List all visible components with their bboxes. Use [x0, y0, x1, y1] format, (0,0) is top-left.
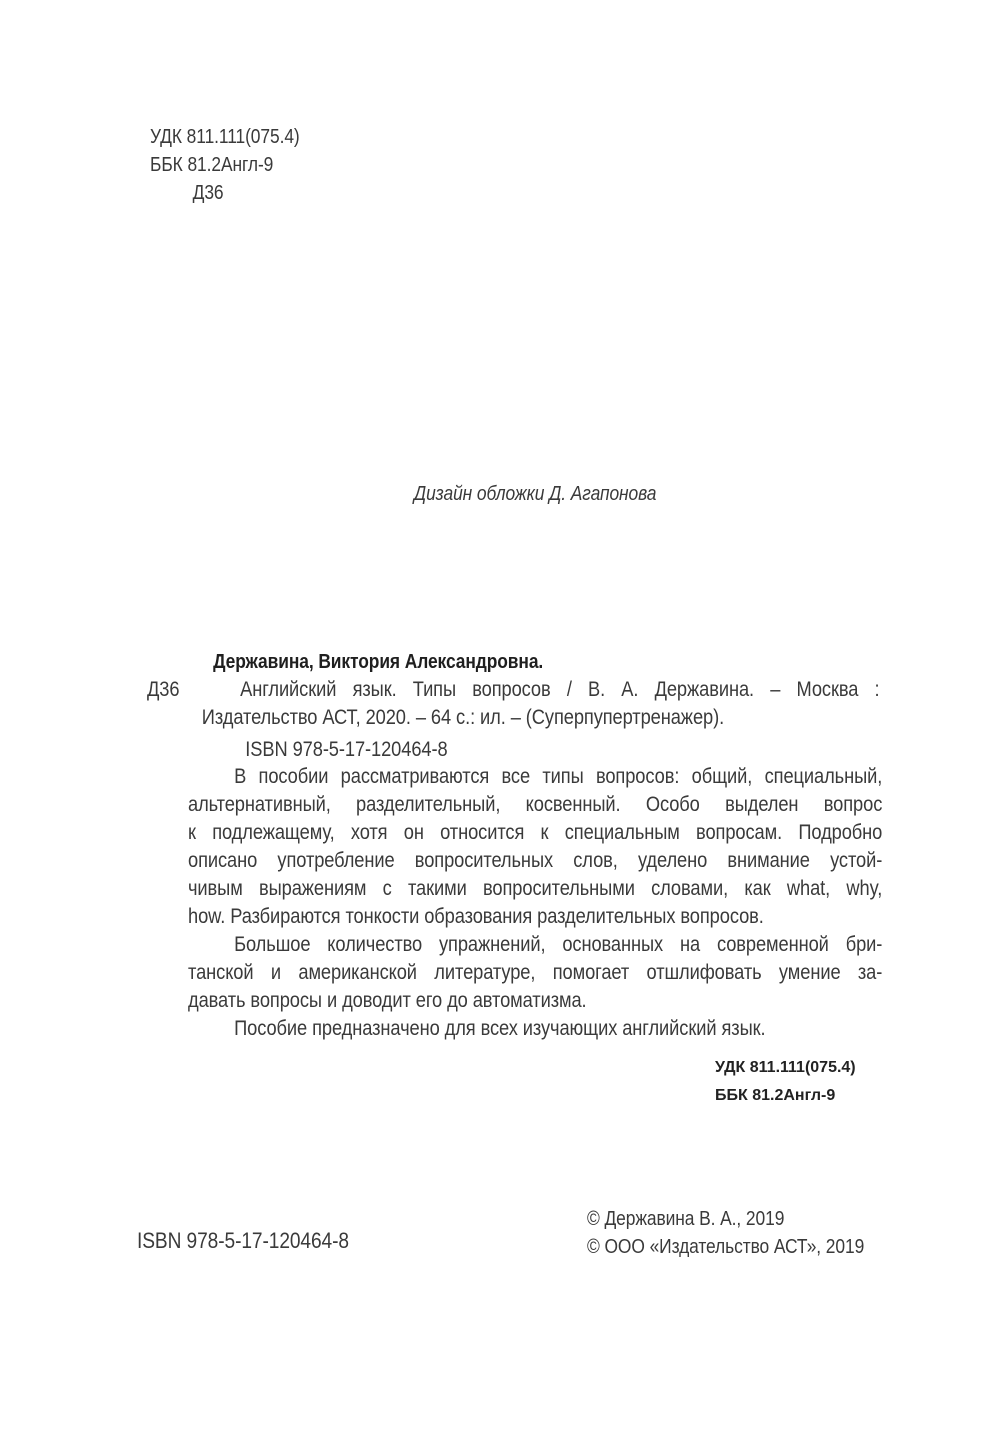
author-heading: Державина, Виктория Александровна. — [213, 651, 544, 673]
isbn-footer: ISBN 978-5-17-120464-8 — [137, 1228, 349, 1253]
copyright-author: © Державина В. А., 2019 — [587, 1208, 785, 1230]
copyright-block — [587, 1206, 864, 1262]
annotation-line: Большое количество упражнений, основанных на современной бри- — [234, 933, 883, 956]
cover-designer-credit: Дизайн обложки Д. Агапонова — [413, 483, 657, 505]
annotation-line: альтернативный, разделительный, косвенный. Особо выделен вопрос — [188, 793, 883, 816]
annotation-line: how. Разбираются тонкости образования разделительных вопросов. — [188, 905, 764, 928]
annotation-line: В пособии рассматриваются все типы вопросов: общий, специальный, — [234, 765, 883, 788]
catalogue-card — [147, 648, 880, 764]
annotation-line: описано употребление вопросительных слов, уделено внимание устой- — [188, 849, 883, 872]
annotation-text — [188, 763, 882, 1043]
description-line: Английский язык. Типы вопросов / В. А. Державина. – Москва : — [240, 678, 880, 701]
top-cataloguing-codes — [150, 125, 300, 209]
annotation-line: давать вопросы и доводит его до автоматизма. — [188, 989, 587, 1012]
udk-code-bottom: УДК 811.111(075.4) — [715, 1059, 856, 1076]
bibliographic-description — [147, 676, 880, 732]
description-line: Издательство АСТ, 2020. – 64 с.: ил. – (Суперпупертренажер). — [201, 706, 725, 729]
annotation-line: танской и американской литературе, помогает отшлифовать умение за- — [188, 961, 883, 984]
annotation-line: к подлежащему, хотя он относится к специальным вопросам. Подробно — [188, 821, 883, 844]
bbk-code-bottom: ББК 81.2Англ-9 — [715, 1087, 836, 1104]
udk-code: УДК 811.111(075.4) — [150, 126, 300, 148]
bbk-code: ББК 81.2Англ-9 — [150, 154, 274, 176]
annotation-line: чивым выражениям с такими вопросительными словами, как what, why, — [188, 877, 883, 900]
isbn-card: ISBN 978-5-17-120464-8 — [245, 738, 448, 761]
copyright-publisher: © ООО «Издательство АСТ», 2019 — [587, 1236, 865, 1258]
annotation-line: Пособие предназначено для всех изучающих английский язык. — [234, 1017, 766, 1040]
bottom-cataloguing-codes — [715, 1056, 856, 1112]
author-sign-code: Д36 — [192, 182, 224, 204]
margin-author-sign: Д36 — [147, 678, 180, 701]
